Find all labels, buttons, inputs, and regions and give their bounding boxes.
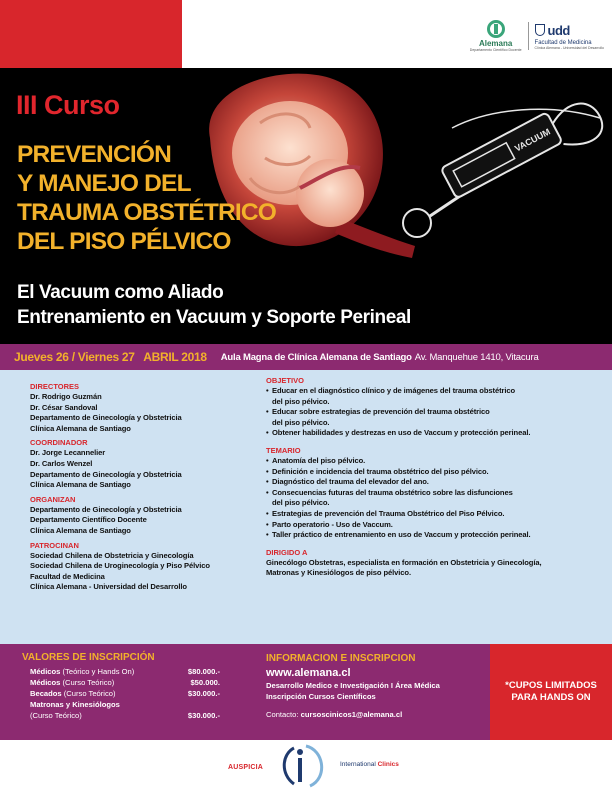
dirigido-section	[266, 548, 606, 579]
contact-label: Contacto:	[266, 710, 299, 720]
price-audience: Médicos	[30, 678, 61, 687]
price-label	[30, 666, 134, 677]
logo-divider	[528, 22, 529, 50]
course-title-line: Y MANEJO DEL	[17, 170, 191, 197]
price-value: $80.000.-	[187, 667, 220, 676]
alemana-logo	[470, 20, 522, 52]
ic-name-part: Clinics	[377, 761, 399, 768]
info-panel	[0, 370, 612, 644]
hero-banner	[0, 68, 612, 344]
section-line: Dr. Rodrigo Guzmán	[30, 392, 102, 401]
section-line: Sociedad Chilena de Obstetricia y Ginecología	[30, 550, 194, 560]
course-title	[17, 140, 317, 256]
price-row	[30, 677, 220, 688]
temario-section	[266, 446, 606, 541]
course-title-line: DEL PISO PÉLVICO	[17, 228, 231, 255]
price-value: $30.000.-	[187, 689, 220, 698]
price-note: (Teórico y Hands On)	[62, 667, 135, 676]
program-list-item: del piso pélvico.	[272, 417, 330, 427]
udd-logo-name: udd	[547, 22, 570, 38]
section-line: Facultad de Medicina	[30, 571, 105, 581]
registration-line: Inscripción Cursos Científicos	[266, 691, 376, 701]
price-note: (Curso Teórico)	[63, 689, 116, 698]
udd-logo	[535, 23, 604, 50]
section-heading: ORGANIZAN	[30, 494, 76, 504]
program-list-item: • Taller práctico de entrenamiento en uso de Vaccum y protección perineal.	[266, 530, 606, 541]
section-line: Departamento de Ginecología y Obstetricia	[30, 469, 182, 479]
program-list-item: • Parto operatorio - Uso de Vaccum.	[266, 520, 606, 531]
udd-school-sub: Clínica Alemana - Universidad del Desarrollo	[534, 45, 604, 50]
udd-shield-icon	[535, 24, 545, 36]
section-line: Departamento de Ginecología y Obstetricia	[30, 413, 182, 423]
section-line: Matronas y Kinesiólogos de piso pélvico.	[266, 568, 411, 578]
price-table	[30, 666, 220, 721]
section-line: Dr. Carlos Wenzel	[30, 458, 93, 468]
section-line: Ginecólogo Obstetras, especialista en formación en Obstetricia y Ginecología,	[266, 557, 542, 567]
patrocinan-section	[30, 541, 260, 593]
section-line: Clínica Alemana - Universidad del Desarrollo	[30, 582, 187, 592]
registration-contact	[266, 710, 486, 721]
price-label	[30, 699, 120, 710]
program-list-item: • Obtener habilidades y destrezas en uso de Vaccum y protección perineal.	[266, 428, 606, 439]
registration-heading: INFORMACION E INSCRIPCION	[266, 653, 416, 664]
section-heading: DIRIGIDO A	[266, 547, 308, 557]
section-line: Dr. Jorge Lecannelier	[30, 448, 106, 458]
price-label	[30, 688, 116, 699]
course-subtitle-line: Entrenamiento en Vacuum y Soporte Perineal	[17, 307, 411, 328]
price-row	[30, 688, 220, 699]
section-heading: OBJETIVO	[266, 376, 304, 385]
course-title-line: TRAUMA OBSTÉTRICO	[17, 199, 277, 226]
program-list-item: • Definición e incidencia del trauma obstétrico del piso pélvico.	[266, 467, 606, 478]
price-label	[30, 710, 82, 721]
price-audience: Médicos	[30, 667, 61, 676]
price-label	[30, 677, 114, 688]
course-title-line: PREVENCIÓN	[17, 141, 172, 168]
section-line: Departamento de Ginecología y Obstetricia	[30, 504, 182, 514]
program-list-item: • Estrategias de prevención del Trauma Obstétrico del Piso Pélvico.	[266, 509, 606, 520]
registration-website-link[interactable]: www.alemana.cl	[266, 667, 351, 679]
program-list-item: • Educar sobre estrategias de prevención del trauma obstétrico	[266, 407, 606, 418]
organizers-column	[30, 382, 260, 597]
price-audience: Matronas y Kinesiólogos	[30, 700, 120, 709]
alemana-logo-sub: Departamento Científico Docente	[469, 48, 522, 52]
event-venue: Aula Magna de Clínica Alemana de Santiago	[220, 351, 412, 363]
program-list-item: • Anatomía del piso pélvico.	[266, 456, 606, 467]
section-heading: PATROCINAN	[30, 540, 79, 550]
section-line: Clínica Alemana de Santiago	[30, 525, 131, 535]
svg-text:VACUUM: VACUUM	[512, 126, 552, 154]
price-note: (Curso Teórico)	[30, 711, 82, 720]
contact-email-link[interactable]: cursoscinicos1@alemana.cl	[300, 710, 403, 720]
limited-seats-badge	[490, 644, 612, 740]
course-number: III Curso	[16, 90, 120, 120]
section-heading: COORDINADOR	[30, 438, 88, 448]
registration-line: Desarrollo Medico e Investigación I Área Médica	[266, 681, 440, 690]
event-address: Av. Manquehue 1410, Vitacura	[414, 351, 539, 363]
section-line: Clínica Alemana de Santiago	[30, 423, 131, 433]
pricing-band	[0, 644, 612, 740]
program-list-item: • Educar en el diagnóstico clínico y de imágenes del trauma obstétrico	[266, 386, 606, 397]
program-list-item: • Consecuencias futuras del trauma obstétrico sobre las disfunciones	[266, 488, 606, 499]
price-note: (Curso Teórico)	[62, 678, 115, 687]
section-heading: TEMARIO	[266, 445, 301, 455]
price-value: $50.000.	[190, 678, 220, 687]
price-row	[30, 699, 220, 710]
program-list-item: • Diagnóstico del trauma del elevador del ano.	[266, 477, 606, 488]
course-subtitle	[17, 280, 411, 330]
price-value: $30.000.-	[187, 711, 220, 720]
alemana-logo-name: Alemana	[478, 39, 513, 48]
international-clinics-name	[340, 761, 399, 768]
event-dates: Jueves 26 / Viernes 27 ABRIL 2018	[14, 350, 207, 364]
section-line: Sociedad Chilena de Uroginecología y Piso Pélvico	[30, 561, 210, 571]
sponsor-label: AUSPICIA	[228, 764, 264, 771]
section-line: Clínica Alemana de Santiago	[30, 480, 131, 490]
course-subtitle-line: El Vacuum como Aliado	[17, 282, 224, 303]
price-audience: Becados	[30, 689, 62, 698]
section-line: Dr. César Sandoval	[30, 402, 98, 412]
pricing-heading: VALORES DE INSCRIPCIÓN	[22, 652, 155, 663]
limited-seats-line: PARA HANDS ON	[511, 692, 591, 703]
price-row	[30, 666, 220, 677]
section-line: Departamento Científico Docente	[30, 515, 147, 525]
section-heading: DIRECTORES	[30, 382, 80, 391]
registration-info	[266, 652, 486, 721]
organizan-section	[30, 495, 260, 537]
program-list-item: del piso pélvico.	[272, 498, 330, 508]
objetivo-section	[266, 376, 606, 439]
udd-school-name: Facultad de Medicina	[534, 39, 592, 46]
header-red-block	[0, 0, 182, 68]
program-list-item: del piso pélvico.	[272, 396, 330, 406]
date-venue-bar	[0, 344, 612, 370]
header-logos	[470, 20, 604, 52]
alemana-logo-icon	[487, 20, 505, 38]
ic-name-part: International	[340, 761, 376, 768]
coordinador-section	[30, 438, 260, 490]
price-row	[30, 710, 220, 721]
program-column	[266, 376, 606, 586]
limited-seats-line: *CUPOS LIMITADOS	[505, 680, 597, 691]
directores-section	[30, 382, 260, 434]
